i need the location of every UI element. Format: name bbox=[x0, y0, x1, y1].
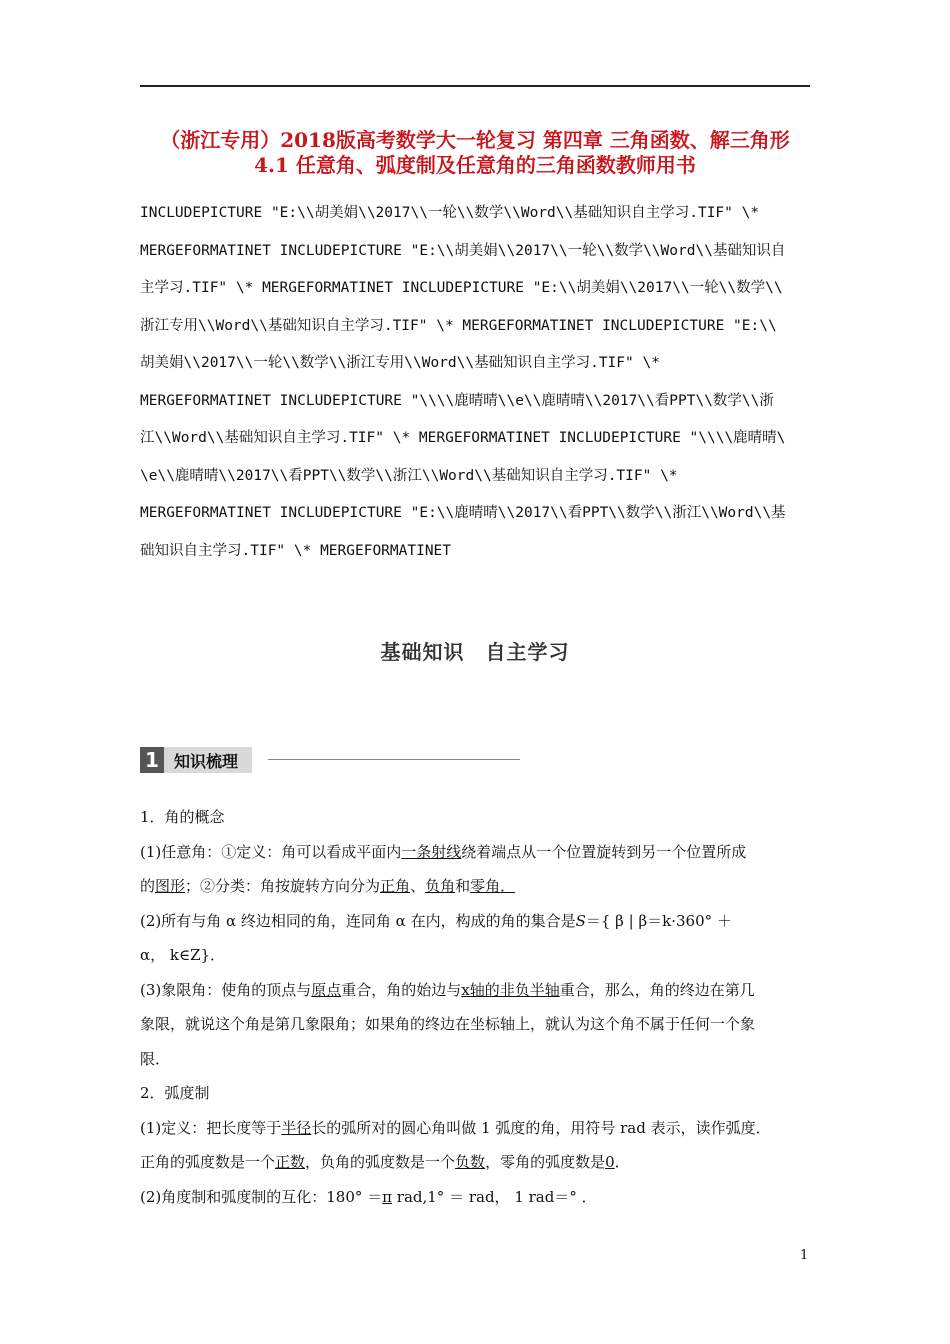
paragraph-radian-sign: 正角的弧度数是一个正数，负角的弧度数是一个负数，零角的弧度数是0． bbox=[140, 1153, 630, 1171]
section-2-title: 2．弧度制 bbox=[140, 1084, 210, 1102]
field-line: MERGEFORMATINET INCLUDEPICTURE "E:\\鹿晴晴\\2017\\看PPT\\数学\\浙江\\Word\\基 bbox=[140, 505, 786, 521]
paragraph-radian-def: (1)定义：把长度等于半径长的弧所对的圆心角叫做 1 弧度的角，用符号 rad 表示，读作弧度． bbox=[140, 1118, 771, 1137]
badge-label: 知识梳理 bbox=[164, 747, 252, 773]
paragraph-conversion: (2)角度制和弧度制的互化：180° ＝π rad,1° ＝ rad， 1 rad＝° ． bbox=[140, 1187, 597, 1206]
paragraph-quadrant-cont: 象限，就说这个角是第几象限角；如果角的终边在坐标轴上，就认为这个角不属于任何一个象 bbox=[140, 1015, 756, 1033]
field-line: MERGEFORMATINET INCLUDEPICTURE "\\\\鹿晴晴\\e\\鹿晴晴\\2017\\看PPT\\数学\\浙 bbox=[140, 392, 774, 409]
body-text bbox=[140, 800, 812, 1214]
field-line: 江\\Word\\基础知识自主学习.TIF" \* MERGEFORMATINET INCLUDEPICTURE "\\\\鹿晴晴\ bbox=[140, 430, 786, 446]
paragraph-quadrant: (3)象限角：使角的顶点与原点重合，角的始边与x轴的非负半轴重合，那么，角的终边在第几 bbox=[140, 980, 755, 999]
section-heading: 基础知识 自主学习 bbox=[380, 640, 570, 664]
paragraph-any-angle-cont: 的图形；②分类：角按旋转方向分为正角、负角和零角． bbox=[140, 877, 516, 895]
field-line: 主学习.TIF" \* MERGEFORMATINET INCLUDEPICTURE "E:\\胡美娟\\2017\\一轮\\数学\\ bbox=[140, 280, 783, 296]
top-rule bbox=[140, 85, 810, 87]
section-1-title: 1．角的概念 bbox=[140, 808, 225, 826]
paragraph-coterminal: (2)所有与角 α 终边相同的角，连同角 α 在内，构成的角的集合是S＝{ β | β＝k·360° ＋ bbox=[140, 911, 732, 930]
paragraph-quadrant-end: 限． bbox=[140, 1049, 171, 1068]
badge-divider bbox=[268, 759, 520, 760]
field-line: \e\\鹿晴晴\\2017\\看PPT\\数学\\浙江\\Word\\基础知识自主学习.TIF" \* bbox=[140, 467, 678, 484]
knowledge-badge bbox=[140, 747, 252, 773]
paragraph-coterminal-cont: α， k∈Z}． bbox=[140, 946, 226, 964]
page-number: 1 bbox=[800, 1248, 809, 1263]
field-line: 胡美娟\\2017\\一轮\\数学\\浙江专用\\Word\\基础知识自主学习.TIF" \* bbox=[140, 355, 660, 371]
document-title-line-1: （浙江专用）2018版高考数学大一轮复习 第四章 三角函数、解三角形 bbox=[160, 128, 790, 152]
paragraph-any-angle: (1)任意角：①定义：角可以看成平面内一条射线绕着端点从一个位置旋转到另一个位置所成 bbox=[140, 842, 747, 861]
field-line: 础知识自主学习.TIF" \* MERGEFORMATINET bbox=[140, 542, 452, 559]
document-title-line-2: 4.1 任意角、弧度制及任意角的三角函数教师用书 bbox=[254, 153, 696, 177]
field-line: INCLUDEPICTURE "E:\\胡美娟\\2017\\一轮\\数学\\Word\\基础知识自主学习.TIF" \* bbox=[140, 205, 760, 221]
field-line: MERGEFORMATINET INCLUDEPICTURE "E:\\胡美娟\\2017\\一轮\\数学\\Word\\基础知识自 bbox=[140, 242, 786, 259]
badge-number: 1 bbox=[140, 747, 164, 773]
field-line: 浙江专用\\Word\\基础知识自主学习.TIF" \* MERGEFORMATINET INCLUDEPICTURE "E:\\ bbox=[140, 317, 777, 334]
field-code-block bbox=[140, 195, 812, 570]
